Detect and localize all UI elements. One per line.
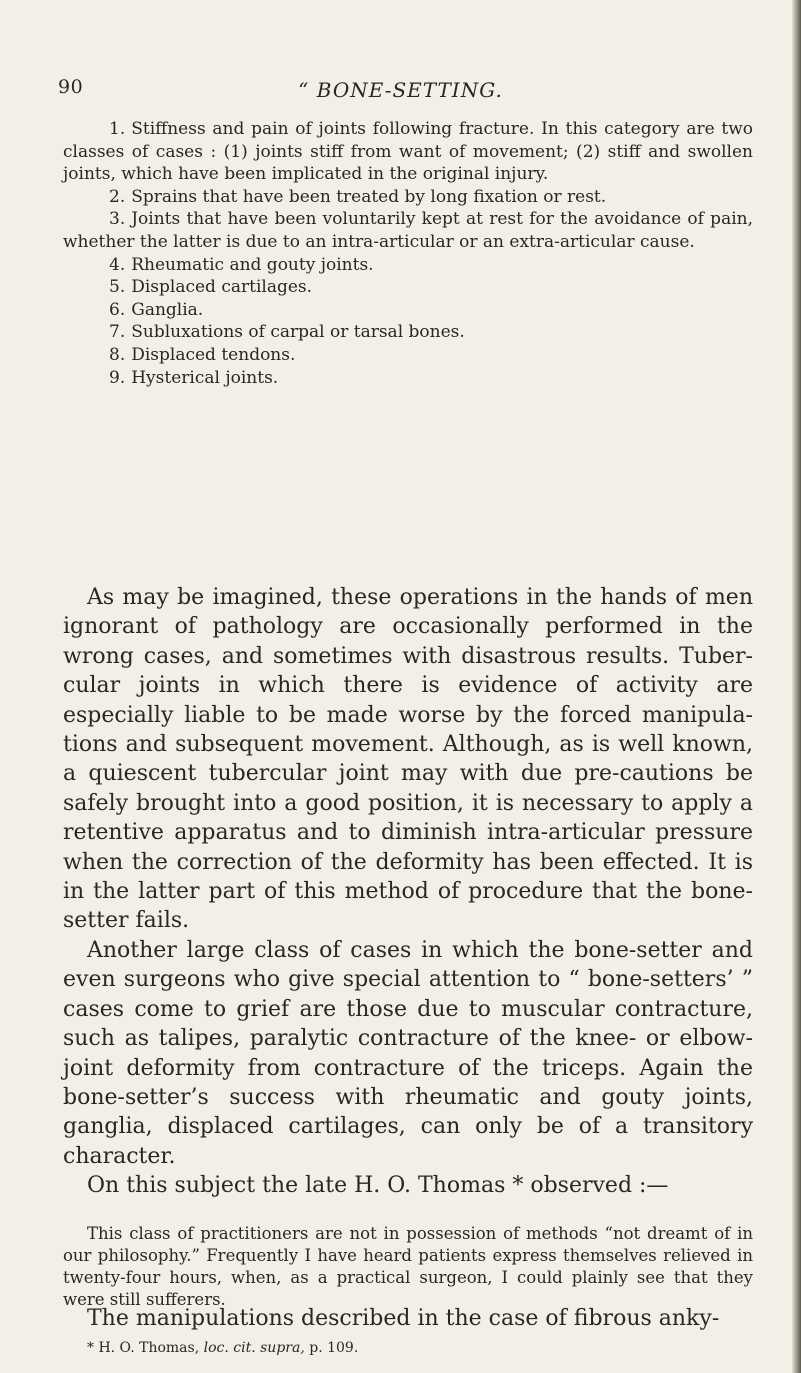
list-item bbox=[63, 344, 753, 367]
list-item-number: 9. bbox=[109, 367, 126, 388]
list-item-number: 4. bbox=[109, 254, 126, 275]
footnote-page: p. 109. bbox=[309, 1340, 359, 1356]
list-item bbox=[63, 208, 753, 253]
list-item-text: Displaced tendons. bbox=[131, 344, 296, 365]
list-item-text: Sprains that have been treated by long fixation or rest. bbox=[131, 186, 607, 207]
page-edge-shadow bbox=[792, 0, 801, 1373]
footnote-ref: loc. cit. supra, bbox=[203, 1340, 305, 1356]
list-item bbox=[63, 186, 753, 209]
footnote bbox=[63, 1340, 753, 1356]
list-item bbox=[63, 254, 753, 277]
numbered-list bbox=[63, 118, 753, 389]
list-item bbox=[63, 321, 753, 344]
list-item-text: Ganglia. bbox=[131, 299, 204, 320]
list-item bbox=[63, 299, 753, 322]
body-text bbox=[63, 583, 753, 1201]
block-quote bbox=[63, 1223, 753, 1311]
list-item-number: 8. bbox=[109, 344, 126, 365]
list-item-number: 2. bbox=[109, 186, 126, 207]
list-item-number: 7. bbox=[109, 322, 126, 343]
running-head: “ BONE-SETTING. bbox=[298, 78, 503, 102]
footnote-lead: * H. O. Thomas, bbox=[87, 1340, 200, 1356]
paragraph-pathology: As may be imagined, these operations in the hands of men ignorant of pathology are occasionally performed in the wrong cases, and sometimes with disastrous results. Tuber-cular joints in which there is evidence of activity are especially liable to be made worse by the forced manipula-tions and subsequent movement. Although, as is well known, a quiescent tubercular joint may with due pre-cautions be safely brought into a good position, it is necessary to apply a retentive apparatus and to diminish intra-articular pressure when the correction of the deformity has been effected. It is in the latter part of this method of procedure that the bone-setter fails. bbox=[63, 585, 753, 934]
list-item bbox=[63, 367, 753, 390]
list-item-text: Displaced cartilages. bbox=[131, 277, 313, 298]
list-item-text: Rheumatic and gouty joints. bbox=[131, 254, 374, 275]
paragraph-muscular-contracture: Another large class of cases in which the bone-setter and even surgeons who give special attention to “ bone-setters’ ” cases come to grief are those due to muscular contracture, such as talipes, paralytic contracture of the knee- or elbow-joint deformity from contracture of the triceps. Again the bone-setter’s success with rheumatic and gouty joints, ganglia, displaced cartilages, can only be of a transitory character. bbox=[63, 937, 753, 1169]
list-item-number: 1. bbox=[109, 119, 126, 139]
list-item-number: 5. bbox=[109, 277, 126, 298]
list-item-text: Stiffness and pain of joints following fracture. In this category are two classes of cases : (1) joints stiff from want of movement; (2) stiff and swollen joints, which have been implicated in the original injury. bbox=[63, 119, 753, 185]
list-item-text: Subluxations of carpal or tarsal bones. bbox=[131, 322, 465, 343]
list-item bbox=[63, 276, 753, 299]
list-item-number: 6. bbox=[109, 299, 126, 320]
paragraph-thomas-intro: On this subject the late H. O. Thomas * observed :— bbox=[87, 1173, 669, 1199]
quote-text: This class of practitioners are not in possession of methods “not dreamt of in our philosophy.” Frequently I have heard patients express themselves relieved in twenty-four hours, when, as a practical surgeon, I could plainly see that they were still sufferers. bbox=[63, 1224, 753, 1309]
list-item-text: Joints that have been voluntarily kept at rest for the avoidance of pain, whether the latter is due to an intra-articular or an extra-articular cause. bbox=[63, 209, 753, 252]
list-item bbox=[63, 118, 753, 186]
list-item-number: 3. bbox=[109, 209, 126, 230]
page-number: 90 bbox=[58, 76, 84, 98]
final-line: The manipulations described in the case of fibrous anky- bbox=[87, 1306, 720, 1331]
list-item-text: Hysterical joints. bbox=[131, 367, 279, 388]
